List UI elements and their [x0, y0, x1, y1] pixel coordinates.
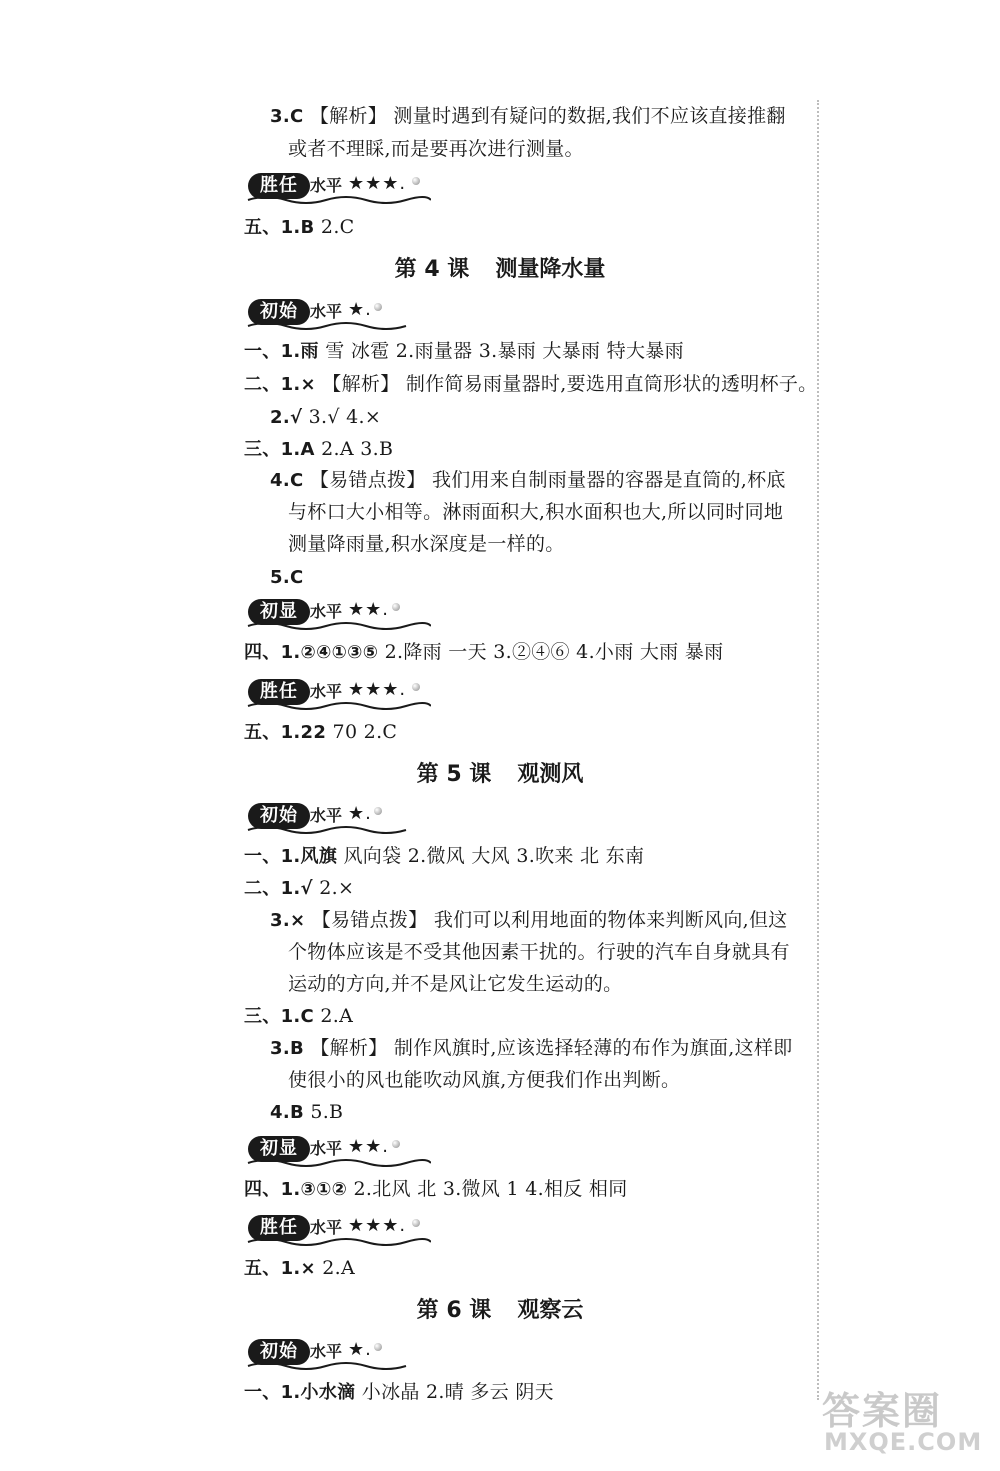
badge-dot	[412, 177, 420, 185]
badge-level: 水平	[310, 302, 343, 321]
badge-dot	[412, 683, 420, 691]
badge-name: 胜任	[260, 1217, 298, 1238]
badge-level: 水平	[310, 806, 343, 825]
answer-line: 3.× 【易错点拨】 我们可以利用地面的物体来判断风向,但这	[270, 909, 788, 931]
badge-name: 初始	[260, 805, 298, 826]
badge-dot	[412, 1219, 420, 1227]
badge-dot	[392, 1140, 400, 1148]
badge-level: 水平	[310, 602, 343, 621]
badge-dot	[374, 807, 382, 815]
level-badge-emerging	[246, 596, 431, 630]
answer-line: 四、1.③①② 2.北风 北 3.微风 1 4.相反 相同	[244, 1178, 628, 1200]
badge-stars: ★★★.	[348, 1215, 407, 1236]
level-badge-initial	[246, 800, 431, 834]
badge-stars: ★★★.	[348, 679, 407, 700]
level-badge-emerging	[246, 1133, 431, 1167]
answer-line: 二、1.× 【解析】 制作简易雨量器时,要选用直筒形状的透明杯子。	[244, 373, 818, 395]
badge-level: 水平	[310, 682, 343, 701]
answer-line: 4.C 【易错点拨】 我们用来自制雨量器的容器是直筒的,杯底	[270, 469, 786, 491]
watermark-logo: 答案圈	[822, 1389, 943, 1433]
badge-dot	[392, 603, 400, 611]
badge-name: 胜任	[260, 681, 298, 702]
answer-line: 一、1.雨 雪 冰雹 2.雨量器 3.暴雨 大暴雨 特大暴雨	[244, 340, 684, 362]
level-badge-competent	[246, 1212, 431, 1246]
answer-line: 二、1.√ 2.×	[244, 877, 355, 899]
answer-line: 个物体应该是不受其他因素干扰的。行驶的汽车自身就具有	[288, 941, 790, 963]
badge-name: 初始	[260, 1341, 298, 1362]
badge-stars: ★.	[348, 803, 372, 824]
badge-name: 初显	[260, 601, 298, 622]
badge-stars: ★★★.	[348, 173, 407, 194]
lesson-heading: 第 4 课 测量降水量	[394, 257, 606, 282]
answer-line: 使很小的风也能吹动风旗,方便我们作出判断。	[288, 1069, 681, 1091]
badge-stars: ★.	[348, 1339, 372, 1360]
watermark-url: MXQE.COM	[824, 1428, 983, 1456]
answer-line: 4.B 5.B	[270, 1101, 344, 1123]
answer-line: 5.C	[270, 567, 304, 588]
badge-name: 初始	[260, 301, 298, 322]
answer-line: 3.B 【解析】 制作风旗时,应该选择轻薄的布作为旗面,这样即	[270, 1037, 793, 1059]
lesson-heading: 第 5 课 观测风	[416, 762, 584, 787]
answer-line: 三、1.A 2.A 3.B	[244, 438, 394, 460]
answer-line: 五、1.× 2.A	[244, 1257, 356, 1279]
answer-line: 一、1.风旗 风向袋 2.微风 大风 3.吹来 北 东南	[244, 845, 645, 867]
badge-stars: ★★.	[348, 1136, 389, 1157]
badge-level: 水平	[310, 176, 343, 195]
level-badge-initial	[246, 296, 431, 330]
badge-name: 初显	[260, 1138, 298, 1159]
badge-stars: ★.	[348, 299, 372, 320]
answer-line: 五、1.B 2.C	[244, 216, 355, 238]
level-badge-competent	[246, 170, 431, 204]
badge-level: 水平	[310, 1139, 343, 1158]
badge-stars: ★★.	[348, 599, 389, 620]
badge-dot	[374, 1343, 382, 1351]
answer-line: 测量降雨量,积水深度是一样的。	[288, 533, 565, 555]
answer-line: 五、1.22 70 2.C	[244, 721, 398, 743]
answer-line: 或者不理睬,而是要再次进行测量。	[288, 138, 584, 160]
answer-line: 四、1.②④①③⑤ 2.降雨 一天 3.②④⑥ 4.小雨 大雨 暴雨	[244, 641, 724, 663]
level-badge-competent	[246, 676, 431, 710]
level-badge-initial	[246, 1336, 431, 1370]
badge-level: 水平	[310, 1342, 343, 1361]
badge-dot	[374, 303, 382, 311]
answer-line: 3.C 【解析】 测量时遇到有疑问的数据,我们不应该直接推翻	[270, 105, 786, 127]
answer-line: 2.√ 3.√ 4.×	[270, 406, 382, 428]
column-divider	[817, 100, 819, 1400]
answer-line: 三、1.C 2.A	[244, 1005, 354, 1027]
answer-line: 运动的方向,并不是风让它发生运动的。	[288, 973, 623, 995]
answer-line: 与杯口大小相等。淋雨面积大,积水面积也大,所以同时同地	[288, 501, 784, 523]
answer-line: 一、1.小水滴 小冰晶 2.晴 多云 阴天	[244, 1381, 554, 1403]
lesson-heading: 第 6 课 观察云	[416, 1298, 584, 1323]
badge-level: 水平	[310, 1218, 343, 1237]
badge-name: 胜任	[260, 175, 298, 196]
